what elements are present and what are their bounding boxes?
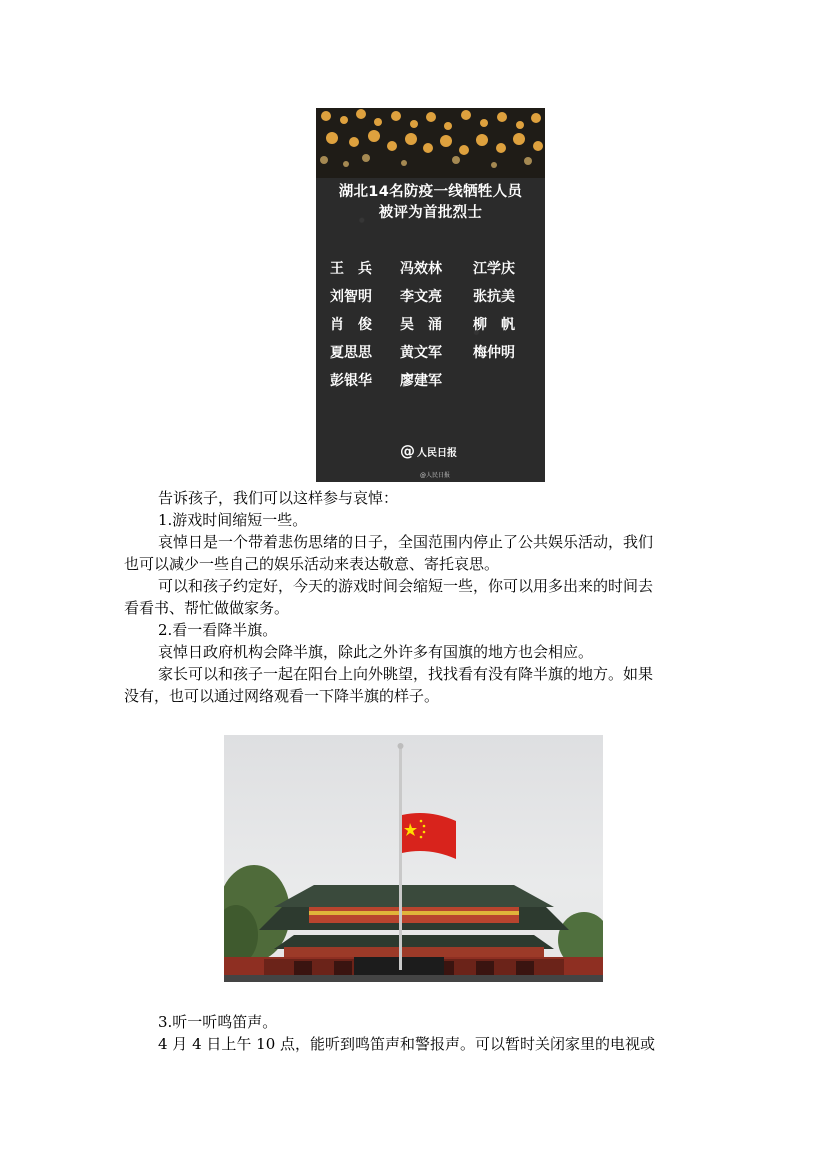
martyr-name: 廖建军 [400, 373, 442, 389]
paragraph: 4 月 4 日上午 10 点，能听到鸣笛声和警报声。可以暂时关闭家里的电视或 [158, 1035, 656, 1053]
martyr-name: 吴 涌 [400, 317, 442, 333]
martyr-name: 江学庆 [473, 261, 515, 277]
martyr-name: 王 兵 [330, 261, 372, 277]
martyr-name: 夏思思 [330, 345, 372, 361]
logo-caption: @人民日报 [420, 472, 451, 479]
martyr-name: 肖 俊 [330, 317, 372, 333]
poster-title-line2: 被评为首批烈士 [378, 205, 483, 221]
martyr-name: 李文亮 [400, 289, 442, 305]
martyr-name: 刘智明 [330, 289, 372, 305]
martyr-name: 彭银华 [330, 373, 372, 389]
section-heading: 2.看一看降半旗。 [158, 621, 278, 639]
martyr-name: 黄文军 [400, 345, 442, 361]
half-mast-flag-photo [224, 735, 603, 982]
poster-title [316, 182, 545, 224]
martyr-names-list [330, 260, 540, 391]
paragraph: 家长可以和孩子一起在阳台上向外眺望，找找看有没有降半旗的地方。如果 [158, 665, 654, 683]
martyr-name: 张抗美 [473, 289, 515, 305]
paragraph: 也可以减少一些自己的娱乐活动来表达敬意、寄托哀思。 [124, 555, 500, 573]
paragraph: 没有，也可以通过网络观看一下降半旗的样子。 [124, 687, 440, 705]
section-heading: 1.游戏时间缩短一些。 [158, 511, 308, 529]
paragraph: 哀悼日政府机构会降半旗，除此之外许多有国旗的地方也会相应。 [158, 643, 594, 661]
martyr-name: 梅仲明 [473, 345, 515, 361]
candle-bokeh-lights [316, 108, 545, 178]
peoples-daily-logo [400, 442, 457, 460]
paragraph: 看看书、帮忙做做家务。 [124, 599, 290, 617]
paragraph: 可以和孩子约定好，今天的游戏时间会缩短一些，你可以用多出来的时间去 [158, 577, 654, 595]
memorial-poster-image [316, 108, 545, 482]
half-mast-flag-illustration [224, 735, 603, 982]
poster-title-line1: 湖北14名防疫一线牺牲人员 [338, 184, 523, 200]
logo-text: 人民日报 [417, 447, 457, 459]
at-icon: @ [400, 442, 415, 460]
paragraph: 告诉孩子，我们可以这样参与哀悼： [158, 489, 399, 507]
section-heading: 3.听一听鸣笛声。 [158, 1013, 278, 1031]
martyr-name: 冯效林 [400, 261, 442, 277]
paragraph: 哀悼日是一个带着悲伤思绪的日子，全国范围内停止了公共娱乐活动，我们 [158, 533, 654, 551]
martyr-name: 柳 帆 [473, 317, 515, 333]
